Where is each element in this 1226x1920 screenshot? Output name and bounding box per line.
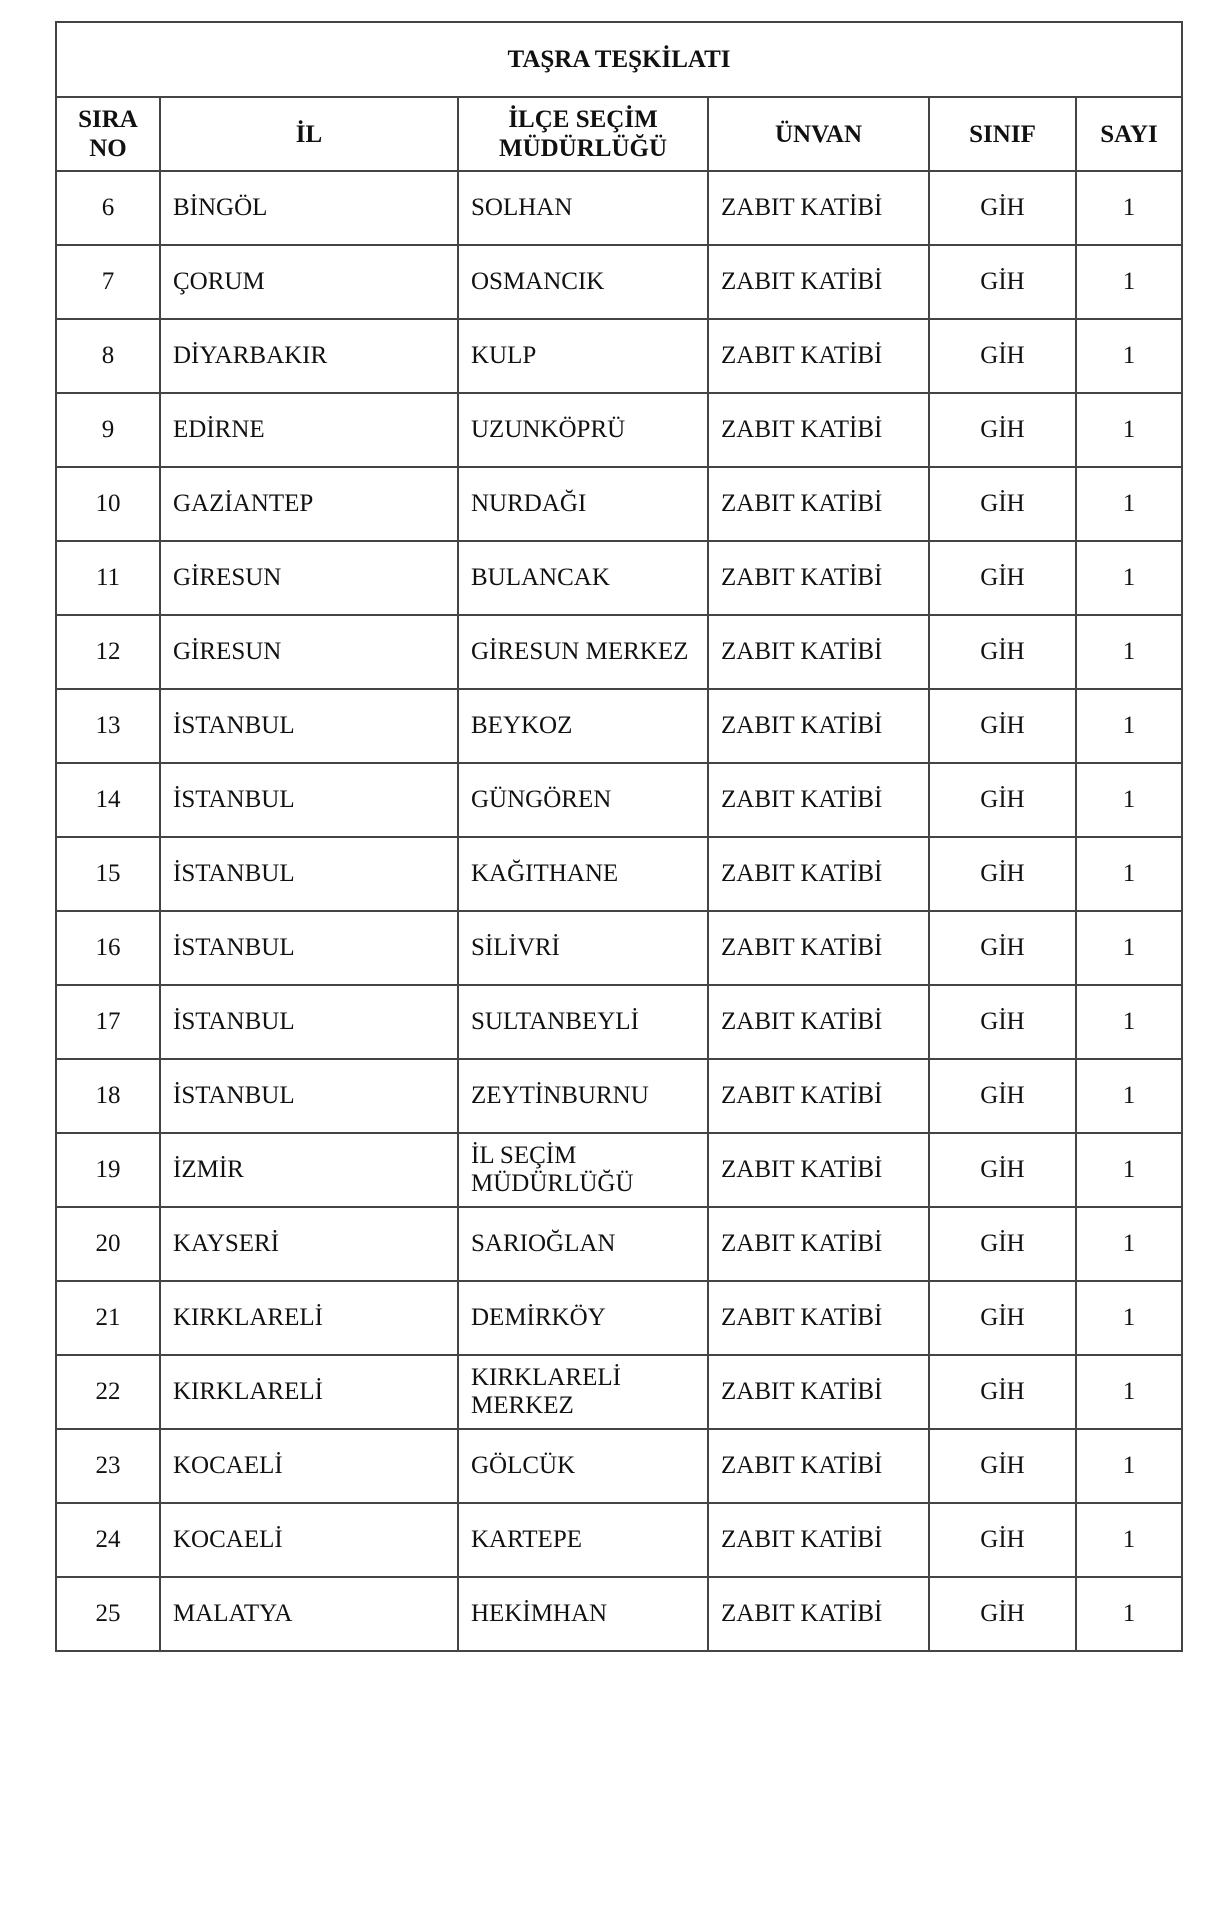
cell-sayi: 1	[1076, 911, 1182, 985]
cell-sira-no: 13	[56, 689, 160, 763]
cell-ilce: KULP	[458, 319, 708, 393]
cell-ilce: OSMANCIK	[458, 245, 708, 319]
cell-sira-no: 14	[56, 763, 160, 837]
cell-sinif: GİH	[929, 1429, 1076, 1503]
cell-sayi: 1	[1076, 689, 1182, 763]
header-row	[56, 97, 1182, 171]
cell-ilce: SOLHAN	[458, 171, 708, 245]
cell-unvan: ZABIT KATİBİ	[708, 985, 929, 1059]
cell-sayi: 1	[1076, 1133, 1182, 1207]
table-row	[56, 985, 1182, 1059]
cell-unvan: ZABIT KATİBİ	[708, 171, 929, 245]
cell-ilce: ZEYTİNBURNU	[458, 1059, 708, 1133]
cell-il: ÇORUM	[160, 245, 458, 319]
cell-sinif: GİH	[929, 1503, 1076, 1577]
table-title: TAŞRA TEŞKİLATI	[56, 22, 1182, 97]
cell-sayi: 1	[1076, 763, 1182, 837]
cell-il: İSTANBUL	[160, 985, 458, 1059]
cell-unvan: ZABIT KATİBİ	[708, 1207, 929, 1281]
cell-sira-no: 12	[56, 615, 160, 689]
cell-sira-no: 19	[56, 1133, 160, 1207]
cell-sira-no: 18	[56, 1059, 160, 1133]
cell-sayi: 1	[1076, 837, 1182, 911]
cell-unvan: ZABIT KATİBİ	[708, 1429, 929, 1503]
table-row	[56, 1133, 1182, 1207]
cell-sira-no: 21	[56, 1281, 160, 1355]
header-sayi: SAYI	[1076, 97, 1182, 171]
header-ilce: İLÇE SEÇİM MÜDÜRLÜĞÜ	[458, 97, 708, 171]
cell-unvan: ZABIT KATİBİ	[708, 615, 929, 689]
cell-sira-no: 7	[56, 245, 160, 319]
cell-sira-no: 10	[56, 467, 160, 541]
cell-sira-no: 22	[56, 1355, 160, 1429]
cell-sinif: GİH	[929, 1355, 1076, 1429]
cell-sinif: GİH	[929, 615, 1076, 689]
cell-sinif: GİH	[929, 541, 1076, 615]
cell-ilce: BULANCAK	[458, 541, 708, 615]
cell-sayi: 1	[1076, 1059, 1182, 1133]
table-row	[56, 615, 1182, 689]
cell-sinif: GİH	[929, 763, 1076, 837]
cell-il: BİNGÖL	[160, 171, 458, 245]
table-row	[56, 1355, 1182, 1429]
table-row	[56, 837, 1182, 911]
cell-sira-no: 23	[56, 1429, 160, 1503]
header-il: İL	[160, 97, 458, 171]
cell-unvan: ZABIT KATİBİ	[708, 911, 929, 985]
cell-sira-no: 25	[56, 1577, 160, 1651]
cell-sira-no: 17	[56, 985, 160, 1059]
cell-sira-no: 16	[56, 911, 160, 985]
cell-ilce: DEMİRKÖY	[458, 1281, 708, 1355]
cell-unvan: ZABIT KATİBİ	[708, 1355, 929, 1429]
cell-sinif: GİH	[929, 1133, 1076, 1207]
cell-unvan: ZABIT KATİBİ	[708, 1059, 929, 1133]
cell-sayi: 1	[1076, 985, 1182, 1059]
cell-sinif: GİH	[929, 171, 1076, 245]
cell-sayi: 1	[1076, 541, 1182, 615]
cell-unvan: ZABIT KATİBİ	[708, 1133, 929, 1207]
cell-sayi: 1	[1076, 245, 1182, 319]
cell-sinif: GİH	[929, 1577, 1076, 1651]
cell-il: MALATYA	[160, 1577, 458, 1651]
cell-ilce: NURDAĞI	[458, 467, 708, 541]
cell-il: EDİRNE	[160, 393, 458, 467]
cell-sayi: 1	[1076, 1355, 1182, 1429]
cell-sayi: 1	[1076, 1207, 1182, 1281]
cell-sayi: 1	[1076, 1281, 1182, 1355]
cell-sayi: 1	[1076, 467, 1182, 541]
cell-unvan: ZABIT KATİBİ	[708, 1577, 929, 1651]
table-row	[56, 1059, 1182, 1133]
cell-unvan: ZABIT KATİBİ	[708, 689, 929, 763]
cell-il: KAYSERİ	[160, 1207, 458, 1281]
cell-unvan: ZABIT KATİBİ	[708, 1281, 929, 1355]
header-unvan: ÜNVAN	[708, 97, 929, 171]
cell-il: KOCAELİ	[160, 1429, 458, 1503]
cell-sinif: GİH	[929, 245, 1076, 319]
table-row	[56, 393, 1182, 467]
table-row	[56, 467, 1182, 541]
cell-ilce: SİLİVRİ	[458, 911, 708, 985]
cell-ilce: BEYKOZ	[458, 689, 708, 763]
cell-il: KIRKLARELİ	[160, 1355, 458, 1429]
table-row	[56, 1429, 1182, 1503]
table-row	[56, 541, 1182, 615]
cell-sinif: GİH	[929, 1207, 1076, 1281]
cell-ilce: SARIOĞLAN	[458, 1207, 708, 1281]
cell-sira-no: 20	[56, 1207, 160, 1281]
table-row	[56, 1503, 1182, 1577]
cell-sira-no: 8	[56, 319, 160, 393]
cell-il: GAZİANTEP	[160, 467, 458, 541]
cell-il: İSTANBUL	[160, 689, 458, 763]
cell-sinif: GİH	[929, 689, 1076, 763]
cell-sinif: GİH	[929, 467, 1076, 541]
cell-il: İSTANBUL	[160, 911, 458, 985]
cell-sinif: GİH	[929, 1059, 1076, 1133]
cell-sira-no: 9	[56, 393, 160, 467]
table-row	[56, 911, 1182, 985]
cell-il: GİRESUN	[160, 615, 458, 689]
cell-sayi: 1	[1076, 1503, 1182, 1577]
cell-unvan: ZABIT KATİBİ	[708, 1503, 929, 1577]
cell-ilce: UZUNKÖPRÜ	[458, 393, 708, 467]
cell-ilce: HEKİMHAN	[458, 1577, 708, 1651]
cell-il: KOCAELİ	[160, 1503, 458, 1577]
cell-sira-no: 24	[56, 1503, 160, 1577]
cell-unvan: ZABIT KATİBİ	[708, 837, 929, 911]
cell-il: İZMİR	[160, 1133, 458, 1207]
cell-il: KIRKLARELİ	[160, 1281, 458, 1355]
cell-ilce: KIRKLARELİ MERKEZ	[458, 1355, 708, 1429]
cell-ilce: GİRESUN MERKEZ	[458, 615, 708, 689]
cell-sinif: GİH	[929, 319, 1076, 393]
cell-ilce: KARTEPE	[458, 1503, 708, 1577]
cell-sinif: GİH	[929, 1281, 1076, 1355]
cell-sayi: 1	[1076, 1577, 1182, 1651]
header-sinif: SINIF	[929, 97, 1076, 171]
cell-ilce: GÜNGÖREN	[458, 763, 708, 837]
cell-sinif: GİH	[929, 911, 1076, 985]
cell-ilce: GÖLCÜK	[458, 1429, 708, 1503]
table-row	[56, 763, 1182, 837]
table-row	[56, 245, 1182, 319]
cell-unvan: ZABIT KATİBİ	[708, 467, 929, 541]
cell-unvan: ZABIT KATİBİ	[708, 319, 929, 393]
cell-unvan: ZABIT KATİBİ	[708, 245, 929, 319]
table-row	[56, 1207, 1182, 1281]
cell-sayi: 1	[1076, 1429, 1182, 1503]
cell-sira-no: 11	[56, 541, 160, 615]
cell-sayi: 1	[1076, 319, 1182, 393]
table-row	[56, 319, 1182, 393]
table-row	[56, 1577, 1182, 1651]
cell-sira-no: 15	[56, 837, 160, 911]
staff-table	[55, 21, 1183, 1652]
cell-il: İSTANBUL	[160, 837, 458, 911]
cell-il: İSTANBUL	[160, 763, 458, 837]
cell-sinif: GİH	[929, 985, 1076, 1059]
cell-ilce: İL SEÇİM MÜDÜRLÜĞÜ	[458, 1133, 708, 1207]
cell-sinif: GİH	[929, 393, 1076, 467]
header-sira-no: SIRA NO	[56, 97, 160, 171]
table-row	[56, 689, 1182, 763]
cell-ilce: SULTANBEYLİ	[458, 985, 708, 1059]
table-row	[56, 171, 1182, 245]
cell-unvan: ZABIT KATİBİ	[708, 541, 929, 615]
cell-sinif: GİH	[929, 837, 1076, 911]
cell-ilce: KAĞITHANE	[458, 837, 708, 911]
cell-il: DİYARBAKIR	[160, 319, 458, 393]
cell-sira-no: 6	[56, 171, 160, 245]
cell-sayi: 1	[1076, 393, 1182, 467]
cell-il: GİRESUN	[160, 541, 458, 615]
cell-il: İSTANBUL	[160, 1059, 458, 1133]
cell-unvan: ZABIT KATİBİ	[708, 763, 929, 837]
cell-sayi: 1	[1076, 615, 1182, 689]
cell-unvan: ZABIT KATİBİ	[708, 393, 929, 467]
cell-sayi: 1	[1076, 171, 1182, 245]
table-row	[56, 1281, 1182, 1355]
